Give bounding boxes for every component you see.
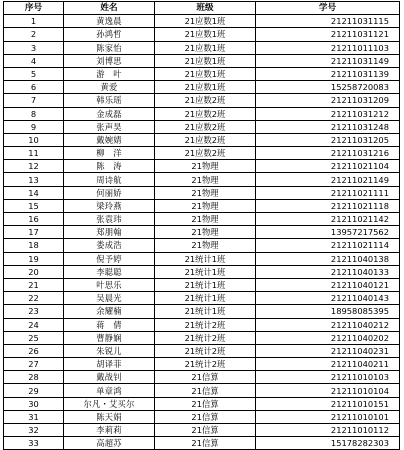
row-student-id: 21211040138: [256, 252, 400, 265]
table-row: [4, 397, 400, 410]
row-index: 30: [4, 397, 64, 410]
table-row: [4, 28, 400, 41]
row-index: 22: [4, 292, 64, 305]
table-row: [4, 186, 400, 199]
row-name: 戴婉婧: [64, 133, 155, 146]
row-student-id: 21211021142: [256, 213, 400, 226]
row-class: 21应数2班: [155, 147, 256, 160]
header-row: [4, 2, 400, 15]
row-student-id: 21211040212: [256, 318, 400, 331]
row-name: 韩乐瑶: [64, 94, 155, 107]
row-name: 娄成浩: [64, 239, 155, 252]
table-row: [4, 344, 400, 357]
table-row: [4, 252, 400, 265]
row-class: 21物理: [155, 226, 256, 239]
row-index: 29: [4, 384, 64, 397]
row-class: 21应数1班: [155, 81, 256, 94]
row-index: 21: [4, 278, 64, 291]
row-student-id: 21211031248: [256, 120, 400, 133]
table-row: [4, 424, 400, 437]
table-row: [4, 371, 400, 384]
row-student-id: 21211031209: [256, 94, 400, 107]
table-row: [4, 41, 400, 54]
table-row: [4, 107, 400, 120]
row-name: 梁玲燕: [64, 199, 155, 212]
row-name: 蒋 倩: [64, 318, 155, 331]
row-student-id: 21211011103: [256, 41, 400, 54]
row-index: 31: [4, 410, 64, 423]
row-class: 21应数1班: [155, 41, 256, 54]
row-index: 23: [4, 305, 64, 318]
row-name: 倪予婷: [64, 252, 155, 265]
table-row: [4, 437, 400, 450]
table-row: [4, 213, 400, 226]
row-student-id: 21211010104: [256, 384, 400, 397]
row-student-id: 21211040133: [256, 265, 400, 278]
table-row: [4, 226, 400, 239]
row-name: 张袁玮: [64, 213, 155, 226]
row-name: 余耀楠: [64, 305, 155, 318]
row-class: 21信算: [155, 437, 256, 450]
row-index: 26: [4, 344, 64, 357]
table-row: [4, 67, 400, 80]
row-name: 何丽娇: [64, 186, 155, 199]
row-class: 21统计2班: [155, 318, 256, 331]
row-index: 27: [4, 358, 64, 371]
table-row: [4, 305, 400, 318]
table-row: [4, 160, 400, 173]
table-row: [4, 278, 400, 291]
row-student-id: 21211040211: [256, 358, 400, 371]
table-row: [4, 239, 400, 252]
row-student-id: 21211040231: [256, 344, 400, 357]
row-class: 21统计2班: [155, 358, 256, 371]
table-row: [4, 120, 400, 133]
header-name: 姓名: [64, 2, 155, 15]
row-class: 21信算: [155, 397, 256, 410]
row-index: 10: [4, 133, 64, 146]
row-name: 游 叶: [64, 67, 155, 80]
row-name: 周诗航: [64, 173, 155, 186]
row-class: 21信算: [155, 410, 256, 423]
row-student-id: 18958085395: [256, 305, 400, 318]
row-student-id: 21211031121: [256, 28, 400, 41]
row-index: 25: [4, 331, 64, 344]
row-index: 11: [4, 147, 64, 160]
table-row: [4, 292, 400, 305]
row-class: 21物理: [155, 173, 256, 186]
row-student-id: 21211021111: [256, 186, 400, 199]
row-student-id: 21211010151: [256, 397, 400, 410]
row-name: 陈 涛: [64, 160, 155, 173]
row-student-id: 21211021104: [256, 160, 400, 173]
row-student-id: 15258720083: [256, 81, 400, 94]
row-class: 21统计1班: [155, 265, 256, 278]
row-student-id: 21211031149: [256, 54, 400, 67]
table-row: [4, 318, 400, 331]
row-index: 8: [4, 107, 64, 120]
row-class: 21统计1班: [155, 252, 256, 265]
row-student-id: 21211031216: [256, 147, 400, 160]
table-body: [4, 15, 400, 450]
row-name: 胡译菲: [64, 358, 155, 371]
row-name: 陈天娟: [64, 410, 155, 423]
row-student-id: 21211031212: [256, 107, 400, 120]
row-index: 19: [4, 252, 64, 265]
row-class: 21应数1班: [155, 54, 256, 67]
row-index: 20: [4, 265, 64, 278]
row-name: 高超苏: [64, 437, 155, 450]
student-roster-table: [3, 1, 400, 450]
table-row: [4, 15, 400, 28]
row-index: 14: [4, 186, 64, 199]
row-index: 1: [4, 15, 64, 28]
row-index: 3: [4, 41, 64, 54]
row-student-id: 21211021118: [256, 199, 400, 212]
row-class: 21统计1班: [155, 305, 256, 318]
row-index: 9: [4, 120, 64, 133]
row-student-id: 21211031115: [256, 15, 400, 28]
table-row: [4, 133, 400, 146]
row-name: 戴战钊: [64, 371, 155, 384]
row-student-id: 21211021149: [256, 173, 400, 186]
row-name: 柳 洋: [64, 147, 155, 160]
row-name: 叶思乐: [64, 278, 155, 291]
row-class: 21信算: [155, 384, 256, 397]
row-name: 李莉莉: [64, 424, 155, 437]
row-name: 单章鸿: [64, 384, 155, 397]
row-class: 21信算: [155, 371, 256, 384]
row-class: 21物理: [155, 160, 256, 173]
row-index: 12: [4, 160, 64, 173]
row-class: 21应数2班: [155, 133, 256, 146]
table-row: [4, 358, 400, 371]
row-index: 5: [4, 67, 64, 80]
row-index: 18: [4, 239, 64, 252]
row-class: 21统计1班: [155, 278, 256, 291]
row-class: 21统计2班: [155, 331, 256, 344]
row-student-id: 21211040202: [256, 331, 400, 344]
row-class: 21物理: [155, 186, 256, 199]
row-index: 6: [4, 81, 64, 94]
table-row: [4, 54, 400, 67]
row-index: 32: [4, 424, 64, 437]
row-name: 尔凡・艾买尔: [64, 397, 155, 410]
row-name: 郑朋翰: [64, 226, 155, 239]
table-row: [4, 199, 400, 212]
row-index: 33: [4, 437, 64, 450]
table-row: [4, 265, 400, 278]
row-index: 16: [4, 213, 64, 226]
row-name: 金成磊: [64, 107, 155, 120]
row-class: 21应数2班: [155, 107, 256, 120]
table-row: [4, 173, 400, 186]
header-student-id: 学号: [256, 2, 400, 15]
row-name: 吴晨光: [64, 292, 155, 305]
row-class: 21应数2班: [155, 94, 256, 107]
table-row: [4, 147, 400, 160]
table-row: [4, 410, 400, 423]
row-student-id: 13957217562: [256, 226, 400, 239]
row-index: 17: [4, 226, 64, 239]
row-index: 7: [4, 94, 64, 107]
row-class: 21应数1班: [155, 28, 256, 41]
table-row: [4, 81, 400, 94]
row-name: 张声昊: [64, 120, 155, 133]
row-index: 15: [4, 199, 64, 212]
row-student-id: 21211021114: [256, 239, 400, 252]
row-class: 21物理: [155, 199, 256, 212]
row-class: 21信算: [155, 424, 256, 437]
row-class: 21统计2班: [155, 344, 256, 357]
row-student-id: 21211031205: [256, 133, 400, 146]
row-student-id: 15178282303: [256, 437, 400, 450]
row-index: 4: [4, 54, 64, 67]
row-student-id: 21211040121: [256, 278, 400, 291]
row-student-id: 21211010101: [256, 410, 400, 423]
table-row: [4, 331, 400, 344]
row-index: 2: [4, 28, 64, 41]
table-row: [4, 384, 400, 397]
row-name: 李聪聪: [64, 265, 155, 278]
row-class: 21物理: [155, 213, 256, 226]
row-name: 黄逸晨: [64, 15, 155, 28]
row-student-id: 21211010112: [256, 424, 400, 437]
row-name: 朱锐儿: [64, 344, 155, 357]
row-index: 24: [4, 318, 64, 331]
row-class: 21应数2班: [155, 120, 256, 133]
row-name: 刘博思: [64, 54, 155, 67]
row-name: 曹静娴: [64, 331, 155, 344]
row-class: 21应数1班: [155, 67, 256, 80]
row-class: 21物理: [155, 239, 256, 252]
row-index: 13: [4, 173, 64, 186]
row-index: 28: [4, 371, 64, 384]
row-name: 陈家怡: [64, 41, 155, 54]
row-student-id: 21211010103: [256, 371, 400, 384]
row-class: 21应数1班: [155, 15, 256, 28]
row-student-id: 21211040143: [256, 292, 400, 305]
header-index: 序号: [4, 2, 64, 15]
row-name: 孙鸿哲: [64, 28, 155, 41]
row-name: 黄爱: [64, 81, 155, 94]
row-student-id: 21211031139: [256, 67, 400, 80]
table-row: [4, 94, 400, 107]
row-class: 21统计1班: [155, 292, 256, 305]
header-class: 班级: [155, 2, 256, 15]
